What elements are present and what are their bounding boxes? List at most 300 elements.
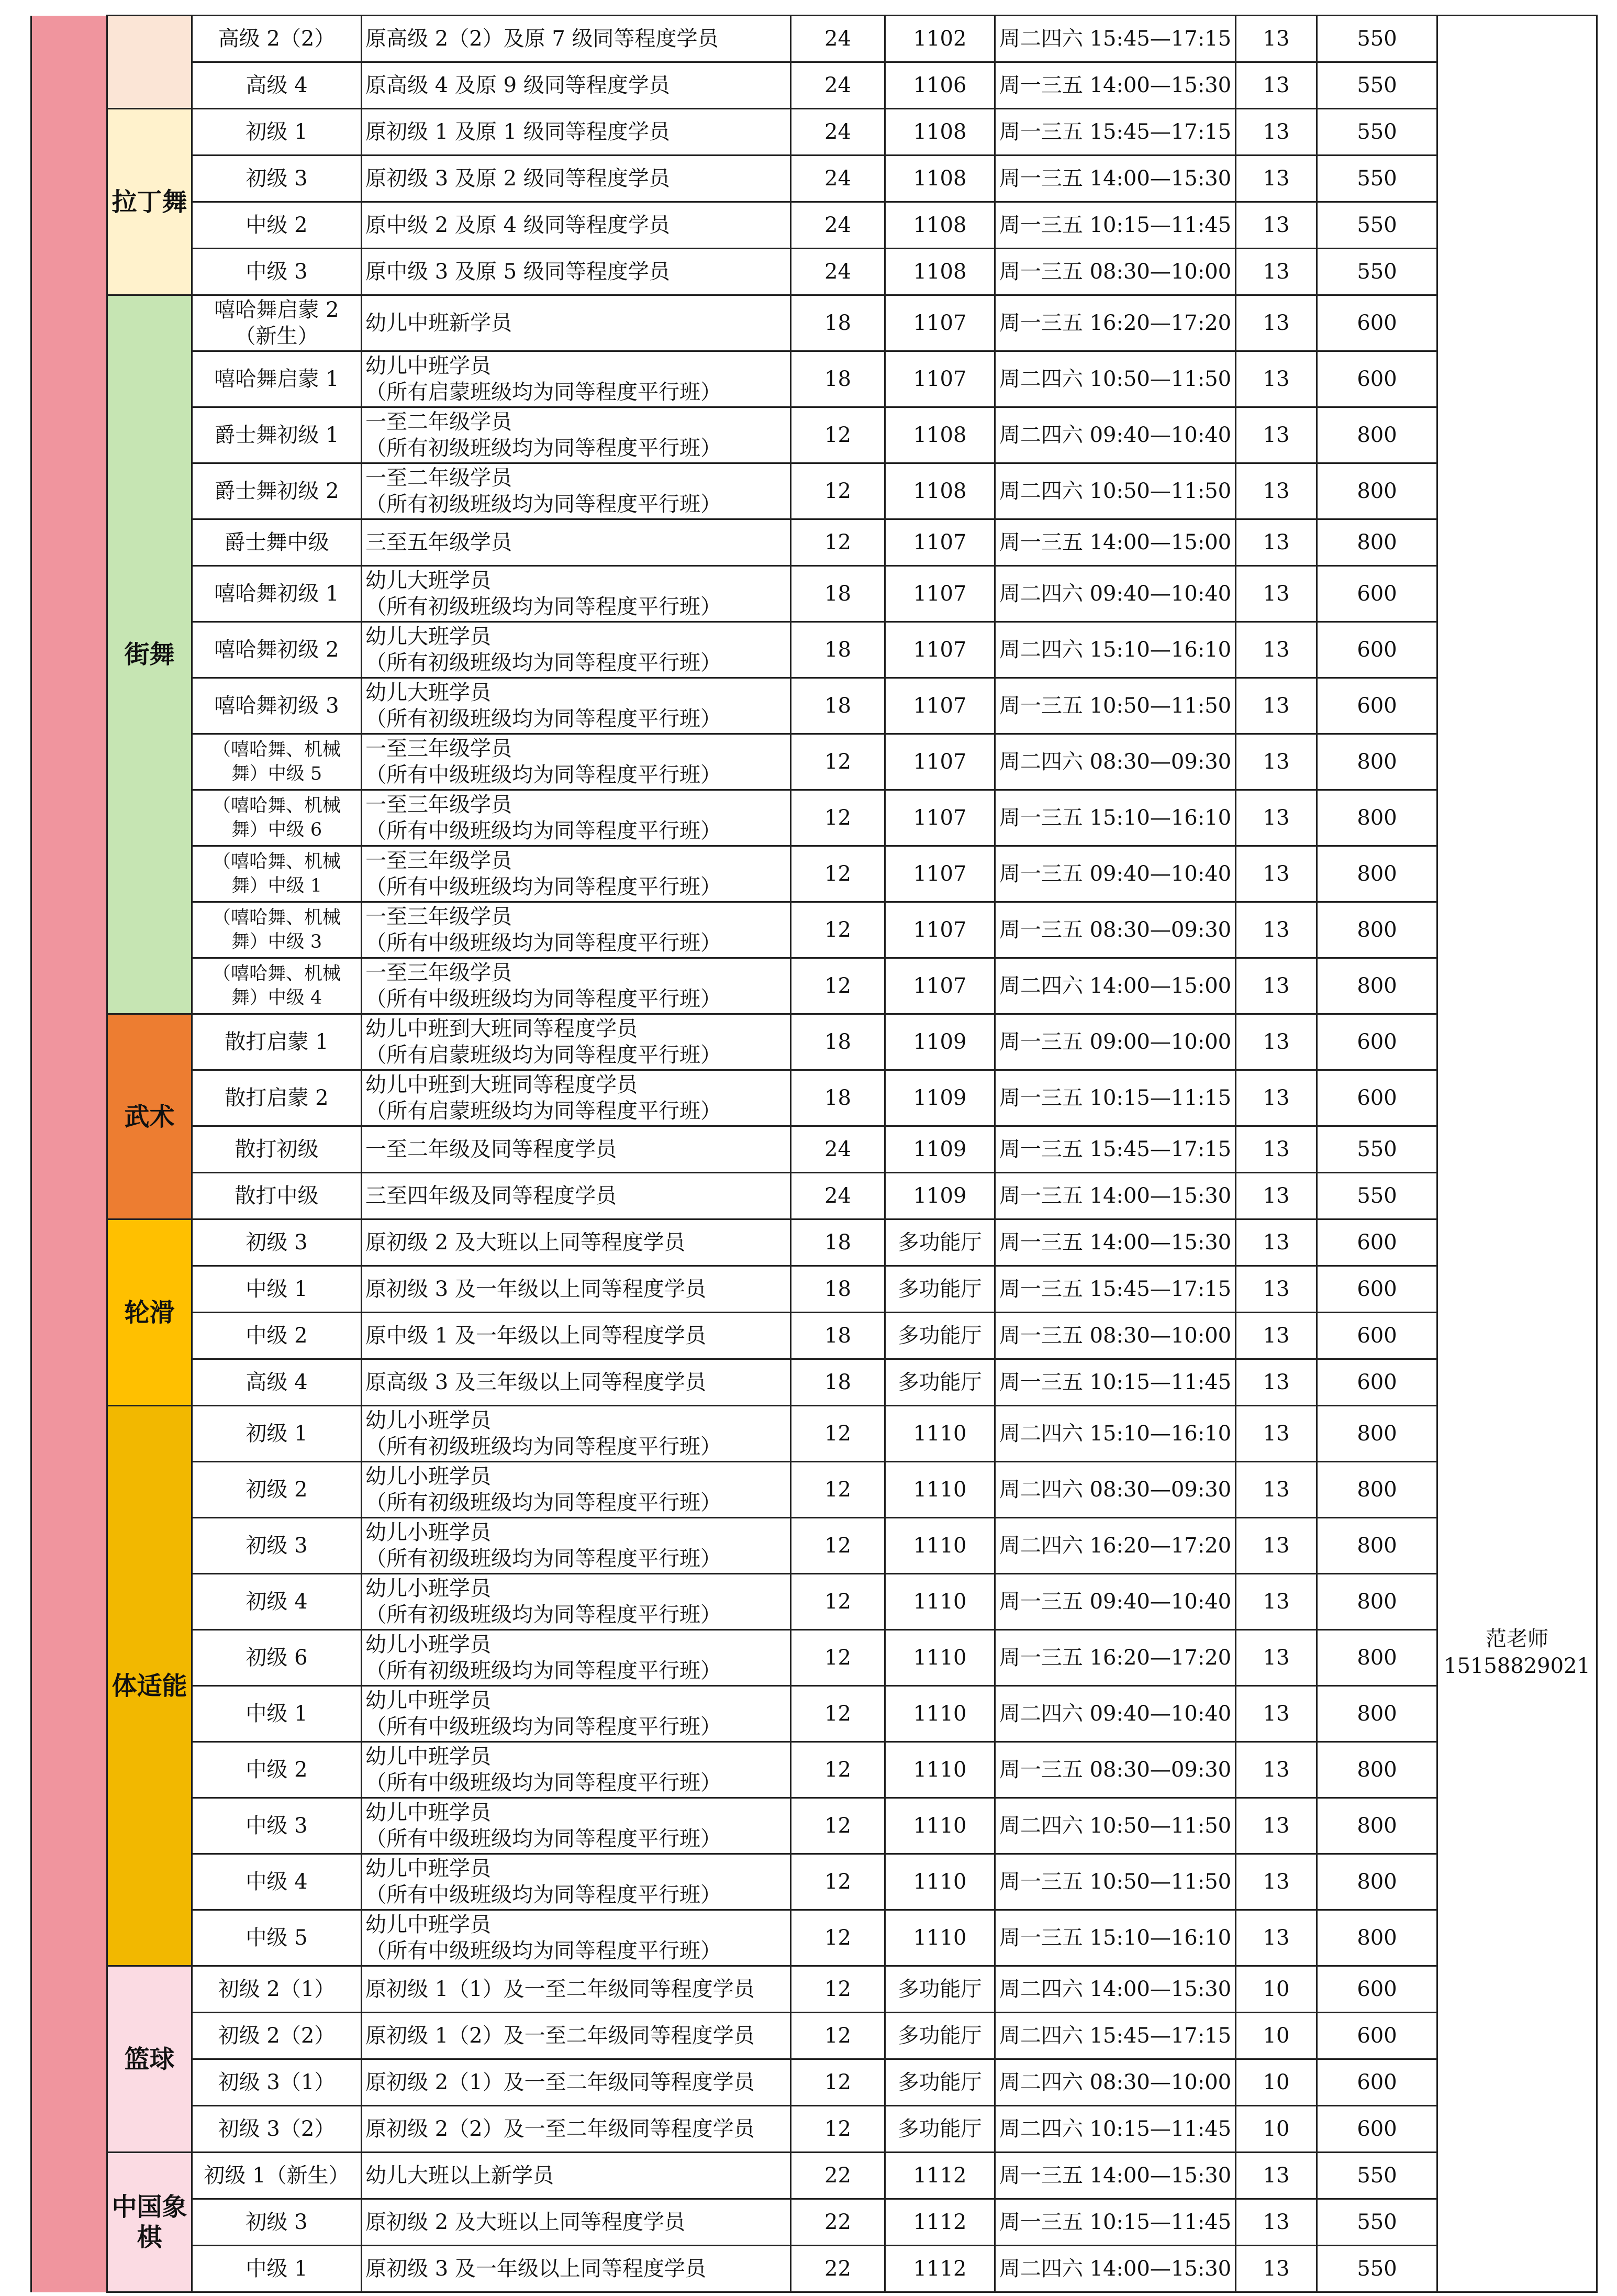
time-cell: 周一三五 08:30—10:00 <box>995 1313 1236 1359</box>
seats-cell: 22 <box>791 2199 885 2246</box>
cell-line: 初级 1 <box>246 1422 308 1446</box>
level-cell <box>192 1630 362 1686</box>
fee-cell: 800 <box>1317 1406 1437 1462</box>
cell-line: 散打启蒙 1 <box>225 1030 329 1054</box>
sessions-cell: 13 <box>1236 1462 1317 1518</box>
seats-cell: 24 <box>791 202 885 249</box>
seats-cell: 12 <box>791 1798 885 1854</box>
room-cell: 多功能厅 <box>885 1966 995 2013</box>
seats-cell: 24 <box>791 1173 885 1219</box>
description-cell <box>362 790 791 846</box>
room-cell: 1108 <box>885 463 995 519</box>
level-cell <box>192 2246 362 2292</box>
room-cell: 多功能厅 <box>885 1359 995 1406</box>
time-cell: 周二四六 09:40—10:40 <box>995 1686 1236 1742</box>
cell-line: 一至二年级及同等程度学员 <box>365 1137 617 1161</box>
level-cell <box>192 1219 362 1266</box>
fee-cell: 550 <box>1317 62 1437 109</box>
seats-cell: 12 <box>791 1742 885 1798</box>
sessions-cell: 13 <box>1236 519 1317 566</box>
level-cell <box>192 1014 362 1070</box>
cell-line: 中级 1 <box>246 2257 308 2281</box>
cell-line: 嘻哈舞启蒙 2 <box>214 298 339 322</box>
room-cell: 1110 <box>885 1910 995 1966</box>
description-cell <box>362 2013 791 2059</box>
description-cell <box>362 156 791 202</box>
fee-cell: 800 <box>1317 958 1437 1014</box>
level-cell <box>192 1686 362 1742</box>
level-cell <box>192 1798 362 1854</box>
seats-cell: 12 <box>791 958 885 1014</box>
room-cell: 1102 <box>885 16 995 62</box>
cell-line: 原初级 2 及大班以上同等程度学员 <box>365 2210 685 2234</box>
sessions-cell: 13 <box>1236 1070 1317 1126</box>
table-row <box>31 734 1597 790</box>
description-cell <box>362 846 791 902</box>
cell-line: （嘻哈舞、机械 <box>212 851 341 872</box>
cell-line: （所有中级班级均为同等程度平行班） <box>365 819 721 843</box>
cell-line: 高级 2（2） <box>218 27 336 51</box>
sessions-cell: 13 <box>1236 1910 1317 1966</box>
cell-line: 初级 3 <box>246 1534 308 1558</box>
seats-cell: 18 <box>791 1266 885 1313</box>
cell-line: 散打中级 <box>235 1184 319 1208</box>
cell-line: 散打初级 <box>235 1137 319 1161</box>
room-cell: 1112 <box>885 2153 995 2199</box>
seats-cell: 24 <box>791 16 885 62</box>
cell-line: 中级 4 <box>246 1870 308 1894</box>
cell-line: 幼儿中班学员 <box>365 354 491 378</box>
room-cell: 1107 <box>885 790 995 846</box>
category-label: 中国象棋 <box>111 2192 187 2252</box>
table-row <box>31 1518 1597 1574</box>
room-cell: 多功能厅 <box>885 1313 995 1359</box>
seats-cell: 18 <box>791 622 885 678</box>
table-row <box>31 958 1597 1014</box>
time-cell: 周二四六 08:30—09:30 <box>995 734 1236 790</box>
time-cell: 周一三五 14:00—15:30 <box>995 1173 1236 1219</box>
room-cell: 1109 <box>885 1070 995 1126</box>
cell-line: （所有初级班级均为同等程度平行班） <box>365 1603 721 1627</box>
fee-cell: 550 <box>1317 2199 1437 2246</box>
cell-line: 高级 4 <box>246 1370 308 1394</box>
level-cell <box>192 1462 362 1518</box>
fee-cell: 800 <box>1317 1630 1437 1686</box>
cell-line: 原初级 3 及一年级以上同等程度学员 <box>365 2257 706 2281</box>
seats-cell: 18 <box>791 1014 885 1070</box>
sessions-cell: 13 <box>1236 1219 1317 1266</box>
seats-cell: 12 <box>791 902 885 958</box>
room-cell: 1110 <box>885 1462 995 1518</box>
fee-cell: 800 <box>1317 1518 1437 1574</box>
room-cell: 1108 <box>885 407 995 463</box>
room-cell: 1108 <box>885 202 995 249</box>
cell-line: 幼儿中班到大班同等程度学员 <box>365 1073 638 1097</box>
description-cell <box>362 2059 791 2106</box>
description-cell <box>362 1798 791 1854</box>
sessions-cell: 13 <box>1236 1313 1317 1359</box>
description-cell <box>362 902 791 958</box>
time-cell: 周二四六 09:40—10:40 <box>995 566 1236 622</box>
room-cell: 1107 <box>885 351 995 407</box>
sessions-cell: 13 <box>1236 1574 1317 1630</box>
cell-line: 嘻哈舞初级 2 <box>214 638 339 662</box>
time-cell: 周二四六 15:45—17:15 <box>995 16 1236 62</box>
description-cell <box>362 1462 791 1518</box>
time-cell: 周二四六 14:00—15:30 <box>995 1966 1236 2013</box>
table-row <box>31 1014 1597 1070</box>
cell-line: 原初级 3 及一年级以上同等程度学员 <box>365 1277 706 1301</box>
table-row <box>31 1854 1597 1910</box>
time-cell: 周一三五 08:30—09:30 <box>995 902 1236 958</box>
fee-cell: 800 <box>1317 790 1437 846</box>
room-cell: 1110 <box>885 1854 995 1910</box>
time-cell: 周一三五 10:15—11:45 <box>995 202 1236 249</box>
description-cell <box>362 2246 791 2292</box>
table-row <box>31 1313 1597 1359</box>
cell-line: 初级 6 <box>246 1646 308 1670</box>
cell-line: 初级 3 <box>246 1230 308 1255</box>
table-row <box>31 1686 1597 1742</box>
cell-line: 初级 1（新生） <box>204 2164 350 2188</box>
level-cell <box>192 2199 362 2246</box>
room-cell: 多功能厅 <box>885 2106 995 2153</box>
cell-line: 爵士舞中级 <box>224 530 329 554</box>
cell-line: 幼儿大班学员 <box>365 569 491 593</box>
category-label: 体适能 <box>111 1671 187 1701</box>
level-cell <box>192 1518 362 1574</box>
level-cell <box>192 407 362 463</box>
contact-cell-upper <box>1437 16 1597 1014</box>
seats-cell: 12 <box>791 734 885 790</box>
cell-line: 一至三年级学员 <box>365 737 512 761</box>
level-cell <box>192 622 362 678</box>
fee-cell: 600 <box>1317 1313 1437 1359</box>
cell-line: 原中级 2 及原 4 级同等程度学员 <box>365 213 670 237</box>
sessions-cell: 13 <box>1236 1686 1317 1742</box>
sessions-cell: 13 <box>1236 902 1317 958</box>
time-cell: 周一三五 09:40—10:40 <box>995 1574 1236 1630</box>
sessions-cell: 13 <box>1236 463 1317 519</box>
room-cell: 1110 <box>885 1798 995 1854</box>
description-cell <box>362 295 791 351</box>
sessions-cell: 13 <box>1236 1266 1317 1313</box>
cell-line: 中级 3 <box>246 1814 308 1838</box>
sessions-cell: 13 <box>1236 1742 1317 1798</box>
description-cell <box>362 1742 791 1798</box>
room-cell: 多功能厅 <box>885 2059 995 2106</box>
table-row <box>31 109 1597 156</box>
level-cell <box>192 16 362 62</box>
level-cell <box>192 566 362 622</box>
sessions-cell: 13 <box>1236 202 1317 249</box>
time-cell: 周二四六 15:45—17:15 <box>995 2013 1236 2059</box>
description-cell <box>362 1966 791 2013</box>
table-row <box>31 566 1597 622</box>
seats-cell: 22 <box>791 2246 885 2292</box>
fee-cell: 600 <box>1317 2013 1437 2059</box>
cell-line: 幼儿小班学员 <box>365 1577 491 1601</box>
table-row <box>31 2013 1597 2059</box>
cell-line: （所有初级班级均为同等程度平行班） <box>365 436 721 460</box>
cell-line: （嘻哈舞、机械 <box>212 739 341 760</box>
table-row <box>31 1798 1597 1854</box>
sessions-cell: 13 <box>1236 2199 1317 2246</box>
table-row <box>31 1574 1597 1630</box>
sessions-cell: 13 <box>1236 2246 1317 2292</box>
table-row <box>31 16 1597 62</box>
cell-line: 中级 5 <box>246 1926 308 1950</box>
seats-cell: 12 <box>791 1574 885 1630</box>
seats-cell: 18 <box>791 1313 885 1359</box>
cell-line: 初级 2（2） <box>218 2024 336 2048</box>
sessions-cell: 13 <box>1236 2153 1317 2199</box>
cell-line: 原初级 1（2）及一至二年级同等程度学员 <box>365 2024 755 2048</box>
table-row <box>31 463 1597 519</box>
level-cell <box>192 958 362 1014</box>
seats-cell: 12 <box>791 2106 885 2153</box>
cell-line: 初级 3（2） <box>218 2117 336 2141</box>
time-cell: 周一三五 15:45—17:15 <box>995 1266 1236 1313</box>
cell-line: 三至四年级及同等程度学员 <box>365 1184 617 1208</box>
level-cell <box>192 678 362 734</box>
fee-cell: 600 <box>1317 1070 1437 1126</box>
level-cell <box>192 2013 362 2059</box>
time-cell: 周一三五 14:00—15:30 <box>995 62 1236 109</box>
cell-line: （所有初级班级均为同等程度平行班） <box>365 651 721 675</box>
cell-line: （所有初级班级均为同等程度平行班） <box>365 595 721 619</box>
description-cell <box>362 16 791 62</box>
time-cell: 周一三五 16:20—17:20 <box>995 295 1236 351</box>
fee-cell: 800 <box>1317 1686 1437 1742</box>
cell-line: 初级 4 <box>246 1590 308 1614</box>
cell-line: （嘻哈舞、机械 <box>212 907 341 928</box>
category-label: 拉丁舞 <box>111 187 187 217</box>
sessions-cell: 10 <box>1236 2106 1317 2153</box>
seats-cell: 18 <box>791 566 885 622</box>
cell-line: （所有启蒙班级均为同等程度平行班） <box>365 1099 721 1123</box>
description-cell <box>362 1910 791 1966</box>
description-cell <box>362 407 791 463</box>
cell-line: 原中级 1 及一年级以上同等程度学员 <box>365 1324 706 1348</box>
table-row <box>31 2246 1597 2292</box>
description-cell <box>362 351 791 407</box>
cell-line: 舞）中级 5 <box>231 763 322 784</box>
description-cell <box>362 109 791 156</box>
description-cell <box>362 202 791 249</box>
level-cell <box>192 295 362 351</box>
seats-cell: 12 <box>791 1406 885 1462</box>
cell-line: 原中级 3 及原 5 级同等程度学员 <box>365 260 670 284</box>
seats-cell: 12 <box>791 1630 885 1686</box>
cell-line: 爵士舞初级 2 <box>214 479 339 503</box>
cell-line: 舞）中级 6 <box>231 819 322 840</box>
seats-cell: 24 <box>791 156 885 202</box>
sessions-cell: 13 <box>1236 1630 1317 1686</box>
cell-line: （所有中级班级均为同等程度平行班） <box>365 987 721 1011</box>
cell-line: 散打启蒙 2 <box>225 1086 329 1110</box>
fee-cell: 600 <box>1317 622 1437 678</box>
room-cell: 1110 <box>885 1630 995 1686</box>
fee-cell: 550 <box>1317 1126 1437 1173</box>
seats-cell: 12 <box>791 2013 885 2059</box>
level-cell <box>192 734 362 790</box>
contact-cell <box>1437 1014 1597 2292</box>
table-row <box>31 846 1597 902</box>
fee-cell: 600 <box>1317 1966 1437 2013</box>
category-cell <box>107 295 192 1014</box>
fee-cell: 800 <box>1317 1910 1437 1966</box>
room-cell: 1108 <box>885 109 995 156</box>
time-cell: 周二四六 15:10—16:10 <box>995 622 1236 678</box>
time-cell: 周二四六 10:50—11:50 <box>995 463 1236 519</box>
fee-cell: 550 <box>1317 1173 1437 1219</box>
room-cell: 多功能厅 <box>885 1219 995 1266</box>
fee-cell: 800 <box>1317 734 1437 790</box>
cell-line: （嘻哈舞、机械 <box>212 795 341 816</box>
level-cell <box>192 519 362 566</box>
description-cell <box>362 2106 791 2153</box>
seats-cell: 12 <box>791 407 885 463</box>
sessions-cell: 13 <box>1236 407 1317 463</box>
category-label: 轮滑 <box>124 1297 175 1327</box>
description-cell <box>362 1070 791 1126</box>
level-cell <box>192 846 362 902</box>
sessions-cell: 13 <box>1236 790 1317 846</box>
cell-line: 原初级 1 及原 1 级同等程度学员 <box>365 120 670 144</box>
time-cell: 周一三五 16:20—17:20 <box>995 1630 1236 1686</box>
fee-cell: 600 <box>1317 2106 1437 2153</box>
cell-line: 高级 4 <box>246 73 308 97</box>
sessions-cell: 10 <box>1236 2059 1317 2106</box>
sessions-cell: 13 <box>1236 16 1317 62</box>
description-cell <box>362 1313 791 1359</box>
cell-line: 原初级 3 及原 2 级同等程度学员 <box>365 167 670 191</box>
table-row <box>31 678 1597 734</box>
cell-line: 原高级 2（2）及原 7 级同等程度学员 <box>365 27 719 51</box>
sessions-cell: 13 <box>1236 1173 1317 1219</box>
level-cell <box>192 790 362 846</box>
cell-line: （所有中级班级均为同等程度平行班） <box>365 1827 721 1851</box>
sessions-cell: 13 <box>1236 351 1317 407</box>
time-cell: 周一三五 15:45—17:15 <box>995 1126 1236 1173</box>
description-cell <box>362 1686 791 1742</box>
sessions-cell: 13 <box>1236 678 1317 734</box>
table-row <box>31 1630 1597 1686</box>
sessions-cell: 13 <box>1236 622 1317 678</box>
category-cell <box>107 109 192 295</box>
fee-cell: 550 <box>1317 202 1437 249</box>
cell-line: 原初级 2 及大班以上同等程度学员 <box>365 1230 685 1255</box>
cell-line: 原初级 2（1）及一至二年级同等程度学员 <box>365 2070 755 2094</box>
fee-cell: 800 <box>1317 463 1437 519</box>
cell-line: 初级 1 <box>246 120 308 144</box>
cell-line: 幼儿小班学员 <box>365 1408 491 1433</box>
description-cell <box>362 566 791 622</box>
table-row <box>31 790 1597 846</box>
cell-line: 初级 2（1） <box>218 1977 336 2001</box>
seats-cell: 18 <box>791 295 885 351</box>
room-cell: 1109 <box>885 1014 995 1070</box>
contact-name: 范老师 <box>1486 1627 1548 1651</box>
room-cell: 1108 <box>885 249 995 295</box>
cell-line: 三至五年级学员 <box>365 530 512 554</box>
room-cell: 1107 <box>885 958 995 1014</box>
level-cell <box>192 1742 362 1798</box>
category-cell <box>107 1219 192 1406</box>
cell-line: 幼儿中班学员 <box>365 1689 491 1713</box>
level-cell <box>192 62 362 109</box>
cell-line: 幼儿小班学员 <box>365 1633 491 1657</box>
cell-line: （所有初级班级均为同等程度平行班） <box>365 1491 721 1515</box>
seats-cell: 18 <box>791 678 885 734</box>
description-cell <box>362 1406 791 1462</box>
seats-cell: 12 <box>791 1462 885 1518</box>
level-cell <box>192 1126 362 1173</box>
cell-line: （所有初级班级均为同等程度平行班） <box>365 492 721 516</box>
sessions-cell: 13 <box>1236 566 1317 622</box>
sessions-cell: 13 <box>1236 1798 1317 1854</box>
time-cell: 周一三五 15:10—16:10 <box>995 1910 1236 1966</box>
cell-line: （所有中级班级均为同等程度平行班） <box>365 1883 721 1907</box>
time-cell: 周一三五 14:00—15:00 <box>995 519 1236 566</box>
table-row <box>31 62 1597 109</box>
time-cell: 周一三五 15:45—17:15 <box>995 109 1236 156</box>
cell-line: 一至三年级学员 <box>365 793 512 817</box>
seats-cell: 12 <box>791 463 885 519</box>
description-cell <box>362 62 791 109</box>
level-cell <box>192 1173 362 1219</box>
table-row <box>31 902 1597 958</box>
fee-cell: 800 <box>1317 1798 1437 1854</box>
cell-line: 幼儿中班学员 <box>365 1801 491 1825</box>
cell-line: （所有启蒙班级均为同等程度平行班） <box>365 1043 721 1067</box>
cell-line: 初级 3 <box>246 167 308 191</box>
description-cell <box>362 463 791 519</box>
description-cell <box>362 1518 791 1574</box>
cell-line: （新生） <box>235 324 319 348</box>
sessions-cell: 13 <box>1236 1406 1317 1462</box>
sessions-cell: 13 <box>1236 249 1317 295</box>
cell-line: 舞）中级 4 <box>231 988 322 1008</box>
seats-cell: 22 <box>791 2153 885 2199</box>
time-cell: 周一三五 09:40—10:40 <box>995 846 1236 902</box>
seats-cell: 18 <box>791 1070 885 1126</box>
fee-cell: 800 <box>1317 846 1437 902</box>
fee-cell: 800 <box>1317 1742 1437 1798</box>
time-cell: 周二四六 14:00—15:30 <box>995 2246 1236 2292</box>
cell-line: 舞）中级 3 <box>231 931 322 952</box>
room-cell: 多功能厅 <box>885 2013 995 2059</box>
room-cell: 1107 <box>885 295 995 351</box>
table-row <box>31 1070 1597 1126</box>
sessions-cell: 13 <box>1236 156 1317 202</box>
cell-line: 幼儿大班学员 <box>365 625 491 649</box>
table-row <box>31 1126 1597 1173</box>
sessions-cell: 13 <box>1236 62 1317 109</box>
cell-line: 一至三年级学员 <box>365 905 512 929</box>
table-row <box>31 519 1597 566</box>
fee-cell: 550 <box>1317 109 1437 156</box>
table-row <box>31 1173 1597 1219</box>
time-cell: 周一三五 08:30—10:00 <box>995 249 1236 295</box>
time-cell: 周一三五 10:50—11:50 <box>995 1854 1236 1910</box>
cell-line: 初级 2 <box>246 1478 308 1502</box>
description-cell <box>362 622 791 678</box>
cell-line: 嘻哈舞启蒙 1 <box>214 367 339 391</box>
table-row <box>31 156 1597 202</box>
level-cell <box>192 1406 362 1462</box>
